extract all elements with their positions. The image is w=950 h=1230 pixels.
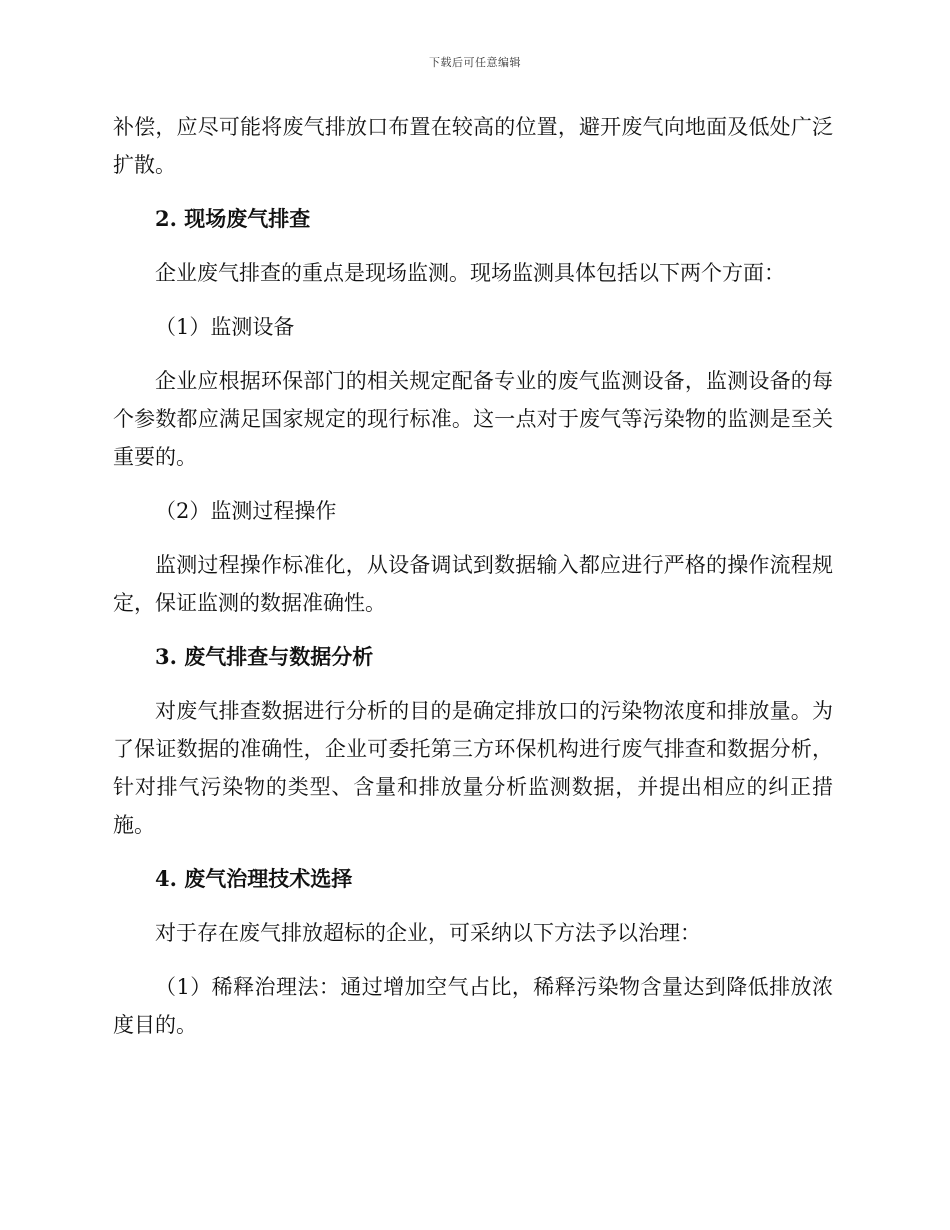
subheading-monitoring-equipment: （1）监测设备 (155, 315, 295, 339)
paragraph-continued: 补偿，应尽可能将废气排放口布置在较高的位置，避开废气向地面及低处广泛扩散。 (113, 115, 833, 177)
section-heading-4: 4. 废气治理技术选择 (155, 866, 353, 891)
paragraph-process: 监测过程操作标准化，从设备调试到数据输入都应进行严格的操作流程规定，保证监测的数据准确性。 (113, 553, 833, 615)
subheading-monitoring-process: （2）监测过程操作 (155, 499, 337, 523)
paragraph-onsite-monitoring: 企业废气排查的重点是现场监测。现场监测具体包括以下两个方面： (155, 261, 785, 285)
paragraph-equipment: 企业应根据环保部门的相关规定配备专业的废气监测设备，监测设备的每个参数都应满足国家规定的现行标准。这一点对于废气等污染物的监测是至关重要的。 (113, 369, 833, 469)
section-heading-3: 3. 废气排查与数据分析 (155, 644, 374, 669)
section-heading-2: 2. 现场废气排查 (155, 206, 311, 231)
document-body (113, 108, 833, 1060)
paragraph-dilution-method: （1）稀释治理法：通过增加空气占比，稀释污染物含量达到降低排放浓度目的。 (113, 975, 833, 1037)
page-header: 下载后可任意编辑 (429, 56, 521, 69)
paragraph-treatment-intro: 对于存在废气排放超标的企业，可采纳以下方法予以治理： (155, 921, 701, 945)
paragraph-data-analysis: 对废气排查数据进行分析的目的是确定排放口的污染物浓度和排放量。为了保证数据的准确性，企业可委托第三方环保机构进行废气排查和数据分析，针对排气污染物的类型、含量和排放量分析监测数据，并提出相应的纠正措施。 (113, 699, 833, 837)
